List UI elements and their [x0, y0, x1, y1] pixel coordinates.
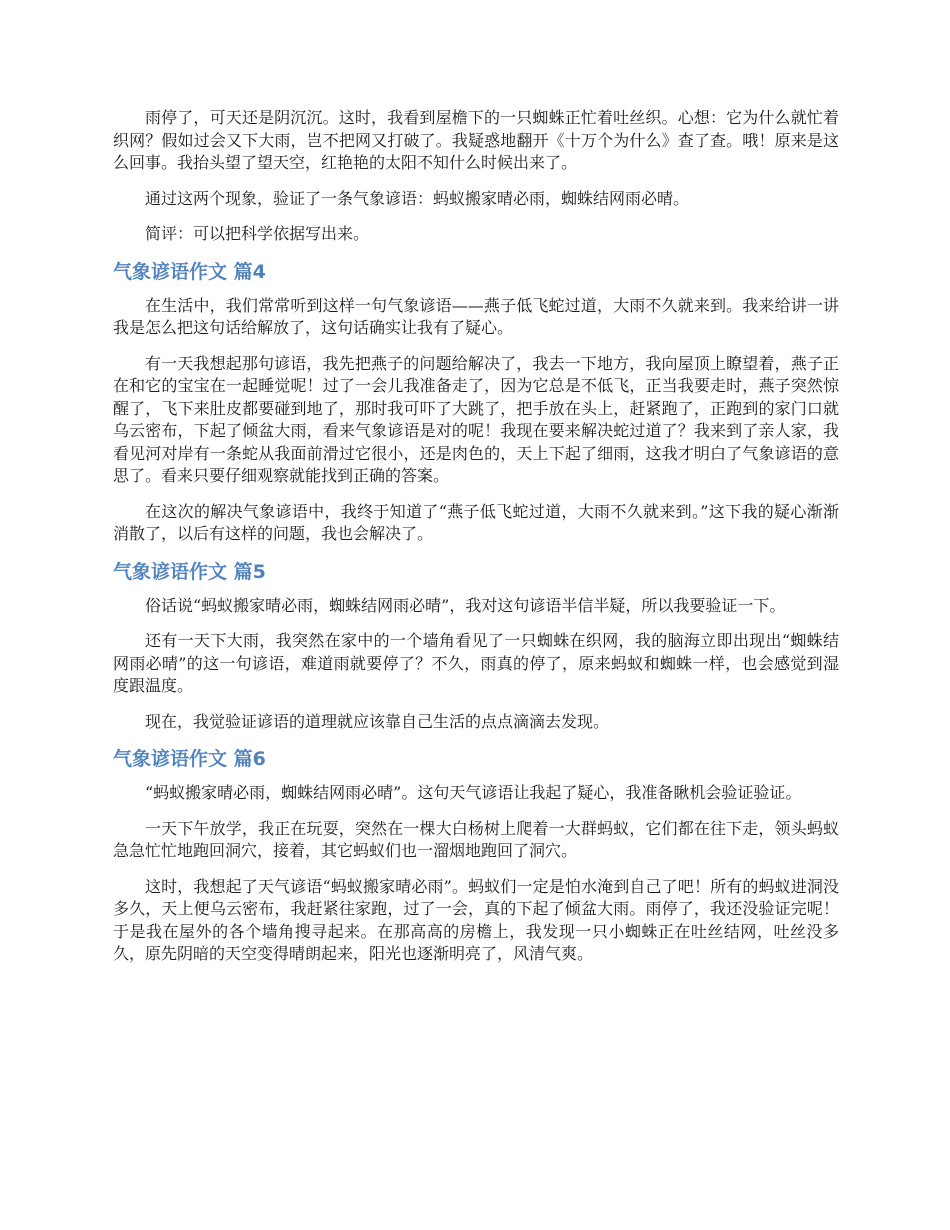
- section-heading-5: 气象谚语作文 篇5: [113, 560, 266, 583]
- body-paragraph: 还有一天下大雨，我突然在家中的一个墙角看见了一只蜘蛛在织网，我的脑海立即出现出“蜘蛛结网雨必晴”的这一句谚语，难道雨就要停了？不久，雨真的停了，原来蚂蚁和蜘蛛一样，也会感觉到湿度跟温度。: [113, 631, 839, 695]
- document-page: [113, 107, 839, 979]
- body-paragraph: 这时，我想起了天气谚语“蚂蚁搬家晴必雨”。蚂蚁们一定是怕水淹到自己了吧！所有的蚂蚁进洞没多久，天上便乌云密布，我赶紧往家跑，过了一会，真的下起了倾盆大雨。雨停了，我还没验证完呢！于是我在屋外的各个墙角搜寻起来。在那高高的房檐上，我发现一只小蜘蛛正在吐丝结网，吐丝没多久，原先阴暗的天空变得晴朗起来，阳光也逐渐明亮了，风清气爽。: [113, 876, 839, 963]
- body-paragraph: 一天下午放学，我正在玩耍，突然在一棵大白杨树上爬着一大群蚂蚁，它们都在往下走，领头蚂蚁急急忙忙地跑回洞穴，接着，其它蚂蚁们也一溜烟地跑回了洞穴。: [113, 818, 839, 860]
- body-paragraph: 雨停了，可天还是阴沉沉。这时，我看到屋檐下的一只蜘蛛正忙着吐丝织。心想：它为什么就忙着织网？假如过会又下大雨，岂不把网又打破了。我疑惑地翻开《十万个为什么》查了查。哦！原来是这么回事。我抬头望了望天空，红艳艳的太阳不知什么时候出来了。: [113, 108, 839, 172]
- body-paragraph: 简评：可以把科学依据写出来。: [145, 224, 370, 243]
- body-paragraph: 现在，我觉验证谚语的道理就应该靠自己生活的点点滴滴去发现。: [145, 711, 610, 731]
- body-paragraph: 通过这两个现象，验证了一条气象谚语：蚂蚁搬家晴必雨，蜘蛛结网雨必晴。: [145, 188, 690, 208]
- body-paragraph: “蚂蚁搬家晴必雨，蜘蛛结网雨必晴”。这句天气谚语让我起了疑心，我准备瞅机会验证验证。: [145, 783, 802, 802]
- section-heading-6: 气象谚语作文 篇6: [113, 748, 266, 770]
- body-paragraph: 俗话说“蚂蚁搬家晴必雨，蜘蛛结网雨必晴”，我对这句谚语半信半疑，所以我要验证一下。: [145, 595, 786, 615]
- body-paragraph: 在生活中，我们常常听到这样一句气象谚语——燕子低飞蛇过道，大雨不久就来到。我来给讲一讲我是怎么把这句话给解放了，这句话确实让我有了疑心。: [113, 295, 839, 337]
- body-paragraph: 在这次的解决气象谚语中，我终于知道了“燕子低飞蛇过道，大雨不久就来到。”这下我的疑心渐渐消散了，以后有这样的问题，我也会解决了。: [113, 501, 839, 543]
- body-paragraph: 有一天我想起那句谚语，我先把燕子的问题给解决了，我去一下地方，我向屋顶上瞭望着，燕子正在和它的宝宝在一起睡觉呢！过了一会儿我准备走了，因为它总是不低飞，正当我要走时，燕子突然惊醒了，飞下来肚皮都要碰到地了，那时我可吓了大跳了，把手放在头上，赶紧跑了，正跑到的家门口就乌云密布，下起了倾盆大雨，看来气象谚语是对的呢！我现在要来解决蛇过道了？我来到了亲人家，我看见河对岸有一条蛇从我面前滑过它很小，还是肉色的，天上下起了细雨，这我才明白了气象谚语的意思了。看来只要仔细观察就能找到正确的答案。: [113, 353, 839, 485]
- section-heading-4: 气象谚语作文 篇4: [113, 260, 266, 283]
